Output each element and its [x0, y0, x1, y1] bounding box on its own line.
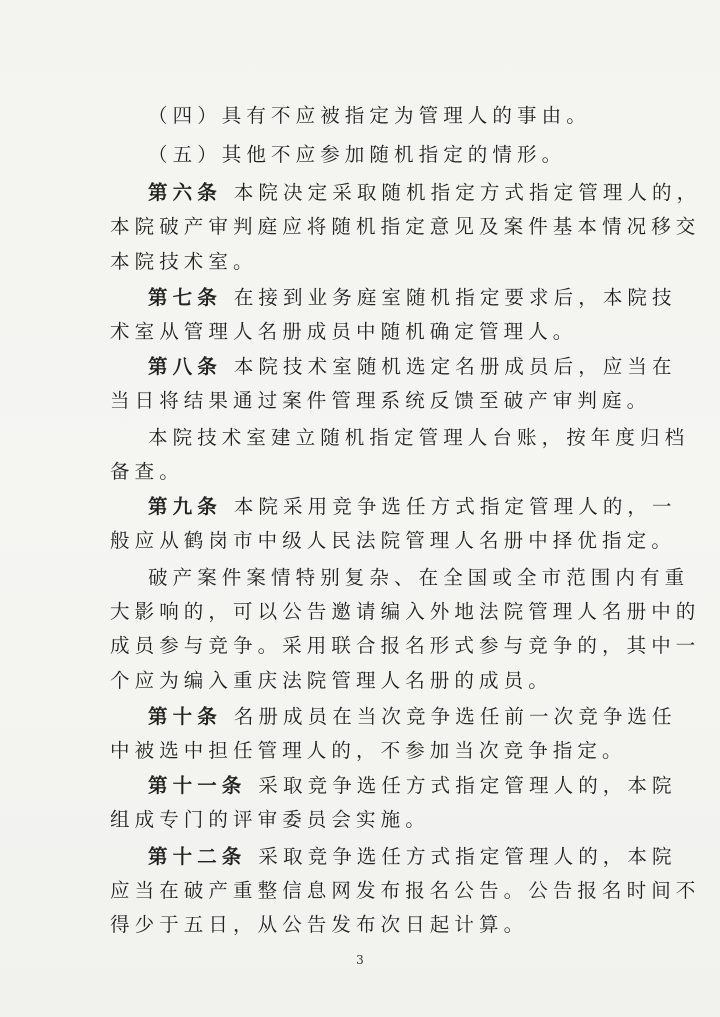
- paragraph-ledger-line-1: 本院技术室建立随机指定管理人台账，按年度归档: [148, 426, 690, 449]
- article-7-line-1: 第七条 在接到业务庭室随机指定要求后，本院技: [148, 286, 677, 309]
- article-12-line-3: 得少于五日，从公告发布次日起计算。: [110, 913, 529, 936]
- article-6-line-3: 本院技术室。: [110, 250, 258, 273]
- article-6-label: 第六条: [148, 181, 222, 204]
- clause-five: （五）其他不应参加随机指定的情形。: [148, 143, 567, 166]
- article-8-label: 第八条: [148, 355, 222, 378]
- article-10-line-2: 中被选中担任管理人的，不参加当次竞争指定。: [110, 739, 627, 762]
- paragraph-complex-line-4: 个应为编入重庆法院管理人名册的成员。: [110, 669, 553, 692]
- paragraph-complex-line-2: 大影响的，可以公告邀请编入外地法院管理人名册中的: [110, 600, 701, 623]
- article-11-line-2: 组成专门的评审委员会实施。: [110, 808, 430, 831]
- article-9-line-1: 第九条 本院采用竞争选任方式指定管理人的，一: [148, 495, 677, 518]
- article-12-label: 第十二条: [148, 845, 247, 868]
- paragraph-complex-line-3: 成员参与竞争。采用联合报名形式参与竞争的，其中一: [110, 634, 701, 657]
- article-9-label: 第九条: [148, 495, 222, 518]
- paragraph-ledger-line-2: 备查。: [110, 460, 184, 483]
- clause-four: （四）具有不应被指定为管理人的事由。: [148, 104, 591, 127]
- article-12-line-1: 第十二条 采取竞争选任方式指定管理人的，本院: [148, 845, 677, 868]
- article-11-label: 第十一条: [148, 774, 247, 797]
- paragraph-complex-line-1: 破产案件案情特别复杂、在全国或全市范围内有重: [148, 566, 690, 589]
- article-6-line-1: 第六条 本院决定采取随机指定方式指定管理人的，: [148, 181, 702, 204]
- article-7-line-2: 术室从管理人名册成员中随机确定管理人。: [110, 320, 578, 343]
- article-8-line-2: 当日将结果通过案件管理系统反馈至破产审判庭。: [110, 389, 652, 412]
- article-10-label: 第十条: [148, 705, 222, 728]
- article-12-line-2: 应当在破产重整信息网发布报名公告。公告报名时间不: [110, 879, 701, 902]
- article-11-line-1: 第十一条 采取竞争选任方式指定管理人的，本院: [148, 774, 677, 797]
- page-number: 3: [356, 953, 364, 967]
- article-7-label: 第七条: [148, 286, 222, 309]
- article-10-line-1: 第十条 名册成员在当次竞争选任前一次竞争选任: [148, 705, 677, 728]
- article-8-line-1: 第八条 本院技术室随机选定名册成员后，应当在: [148, 355, 677, 378]
- article-9-line-2: 般应从鹤岗市中级人民法院管理人名册中择优指定。: [110, 529, 676, 552]
- article-6-line-2: 本院破产审判庭应将随机指定意见及案件基本情况移交: [110, 215, 701, 238]
